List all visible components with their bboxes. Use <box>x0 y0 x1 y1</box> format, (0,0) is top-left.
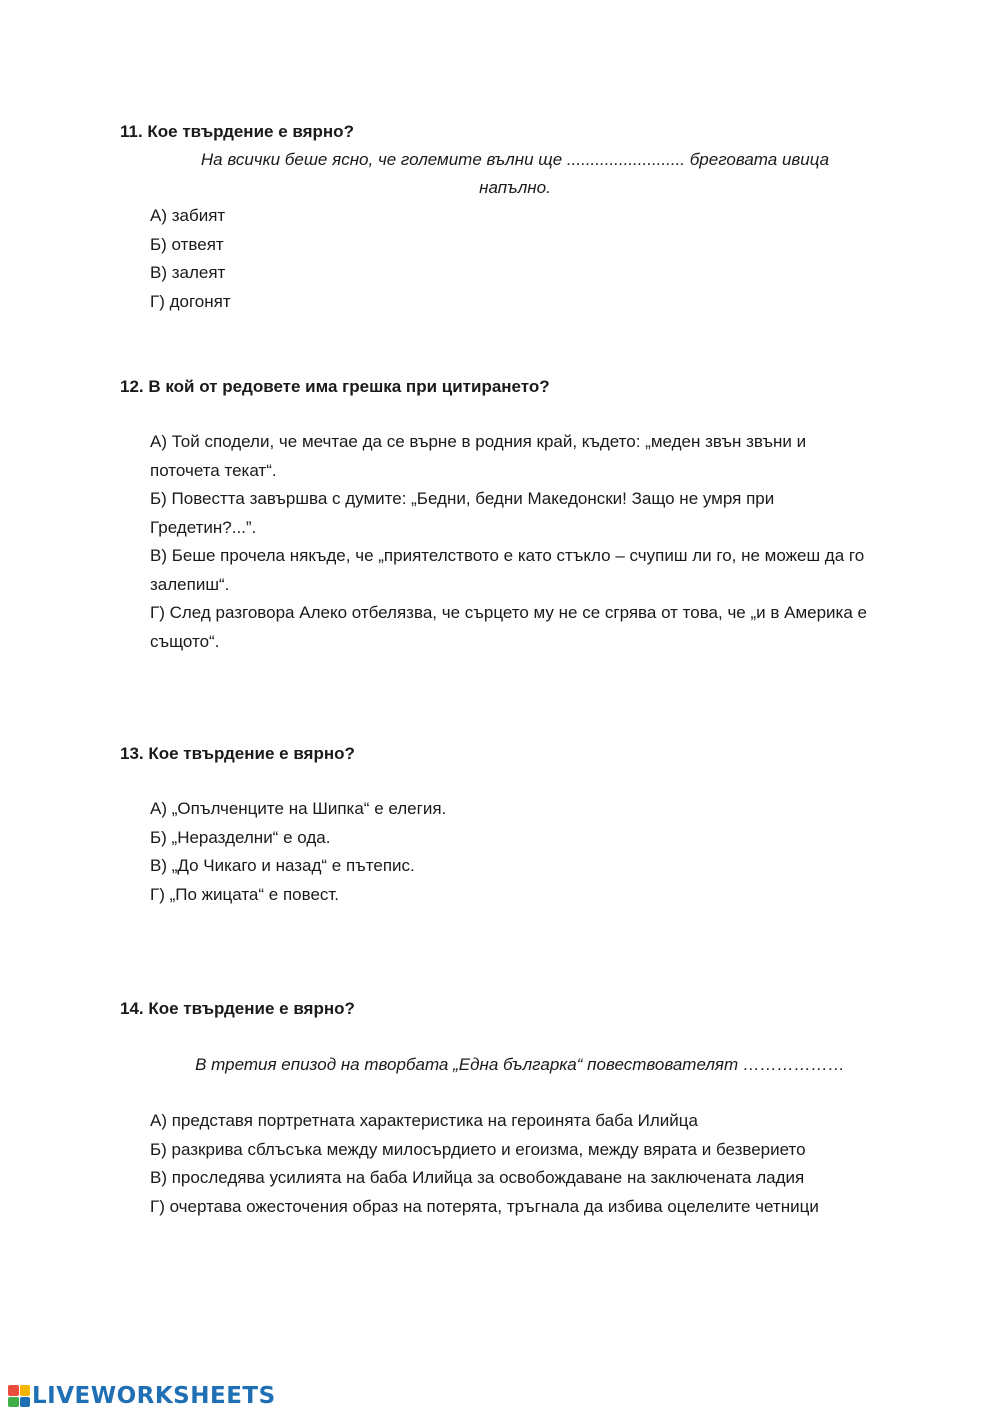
option-c[interactable]: В) „До Чикаго и назад“ е пътепис. <box>150 856 415 875</box>
option-a[interactable]: А) забият <box>150 206 226 225</box>
option-c[interactable]: В) залеят <box>150 263 226 282</box>
question-13-options <box>150 795 880 909</box>
option-b[interactable]: Б) „Неразделни“ е ода. <box>150 827 331 847</box>
option-d[interactable]: Г) догонят <box>150 291 231 311</box>
question-11-stem <box>150 146 880 202</box>
question-12-title: 12. В кой от редовете има грешка при цитирането? <box>120 377 550 396</box>
option-d[interactable]: Г) „По жицата“ е повест. <box>150 884 340 904</box>
question-11-options <box>150 202 880 316</box>
question-14-title: 14. Кое твърдение е вярно? <box>120 999 355 1018</box>
liveworksheets-logo-text: LIVEWORKSHEETS <box>32 1383 276 1409</box>
option-a[interactable]: А) Той сподели, че мечтае да се върне в родния край, където: „меден звън звъни и поточета текат“. <box>150 432 807 480</box>
option-a[interactable]: А) „Опълченците на Шипка“ е елегия. <box>150 799 447 818</box>
question-12-options <box>150 428 880 656</box>
question-11-stem-line2: напълно. <box>479 178 551 197</box>
question-11-title: 11. Кое твърдение е вярно? <box>120 122 354 141</box>
option-c[interactable]: В) Беше прочела някъде, че „приятелството е като стъкло – счупиш ли го, не можеш да го залепиш“. <box>150 546 865 594</box>
question-14-stem: В третия епизод на творбата „Една българка“ повествователят ……………… <box>195 1055 845 1074</box>
option-b[interactable]: Б) разкрива сблъсъка между милосърдието и егоизма, между вярата и безверието <box>150 1139 806 1159</box>
option-b[interactable]: Б) Повестта завършва с думите: „Бедни, бедни Македонски! Защо не умря при Гредетин?...”. <box>150 489 775 537</box>
liveworksheets-logo[interactable] <box>8 1382 276 1410</box>
option-a[interactable]: А) представя портретната характеристика на героинята баба Илийца <box>150 1111 698 1130</box>
option-c[interactable]: В) проследява усилията на баба Илийца за освобождаване на заключената ладия <box>150 1168 805 1187</box>
question-11-stem-line1: На всички беше ясно, че големите вълни ще ......................... бреговата ивица <box>200 150 830 169</box>
option-d[interactable]: Г) След разговора Алеко отбелязва, че сърцето му не се сгрява от това, че „и в Америка е същото“. <box>150 603 867 651</box>
option-d[interactable]: Г) очертава ожесточения образ на потерята, тръгнала да избива оцелелите четници <box>150 1196 819 1216</box>
question-13-title: 13. Кое твърдение е вярно? <box>120 744 355 763</box>
option-b[interactable]: Б) отвеят <box>150 234 224 254</box>
question-14-options <box>150 1107 930 1221</box>
liveworksheets-logo-icon <box>8 1385 30 1407</box>
